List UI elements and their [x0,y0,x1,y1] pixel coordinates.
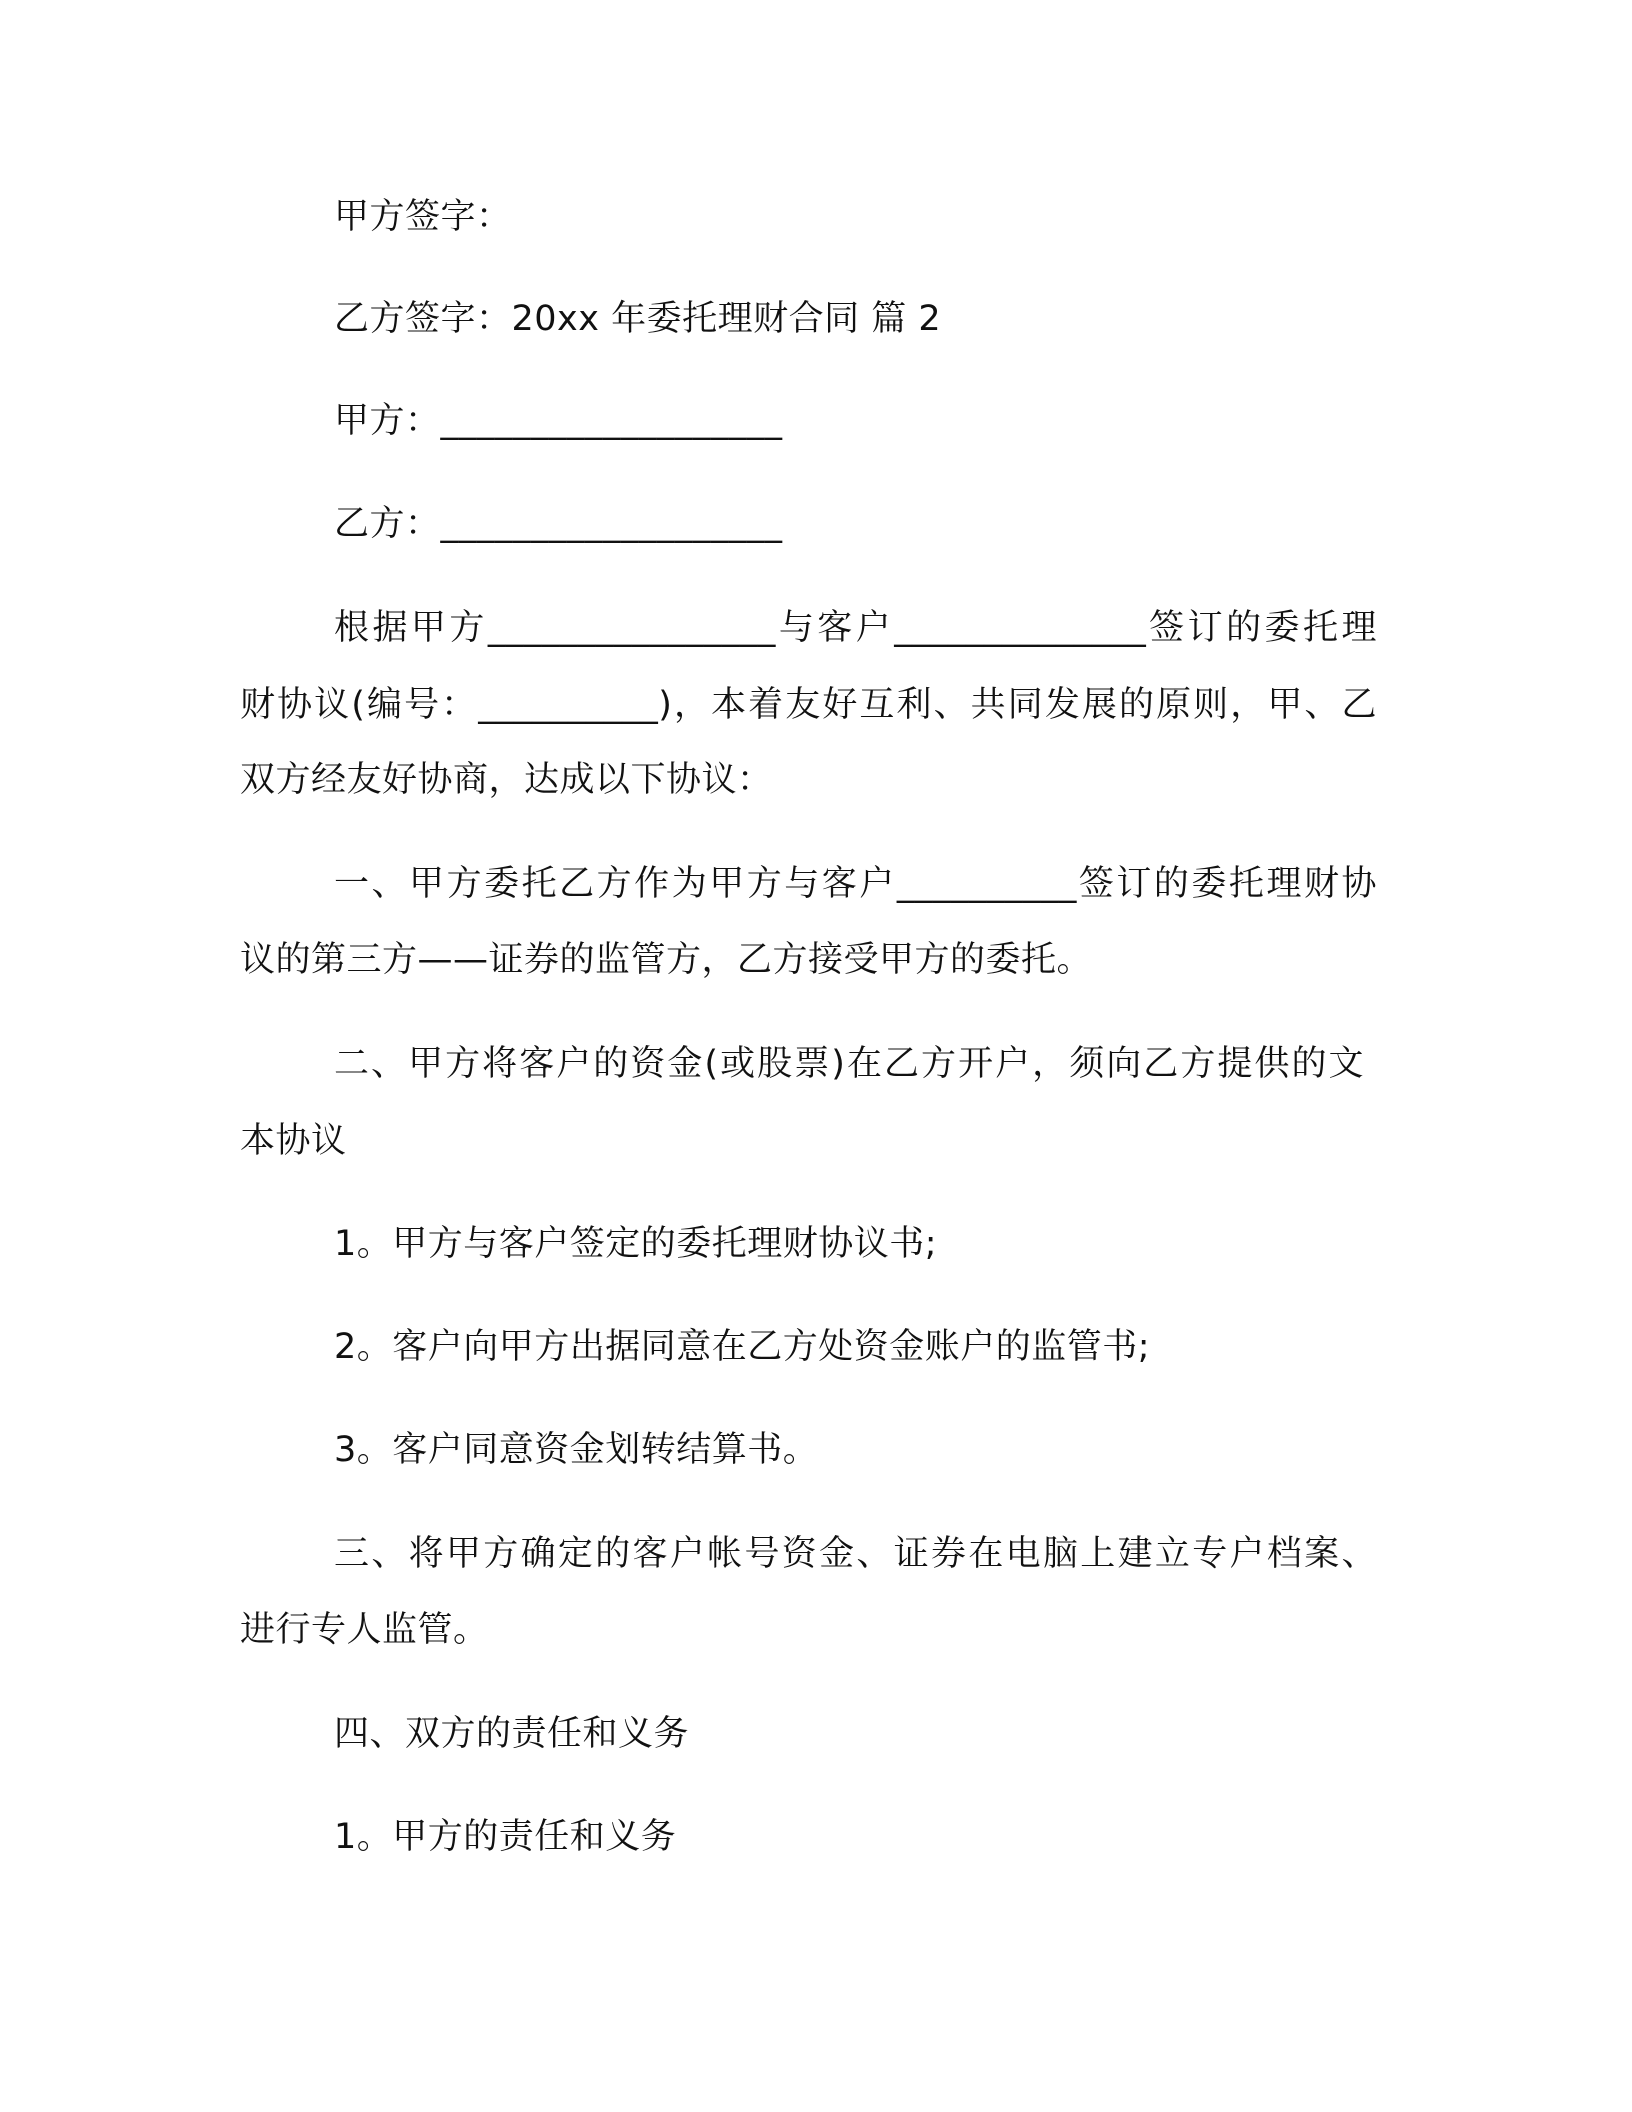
clause-2-item-3: 3。客户同意资金划转结算书。 [334,1430,819,1470]
preamble-line-2: 财协议(编号：__________)，本着友好互利、共同发展的原则，甲、乙 [240,685,1377,725]
clause-2-item-1: 1。甲方与客户签定的委托理财协议书; [334,1224,938,1264]
party-b-field: 乙方：___________________ [334,504,783,544]
clause-2-item-2: 2。客户向甲方出据同意在乙方处资金账户的监管书; [334,1327,1151,1367]
party-a-signature: 甲方签字： [334,197,512,237]
clause-3-line-2: 进行专人监管。 [240,1610,489,1650]
clause-1-line-1: 一、甲方委托乙方作为甲方与客户__________签订的委托理财协 [334,864,1377,904]
party-a-field: 甲方：___________________ [334,401,783,441]
preamble-line-3: 双方经友好协商，达成以下协议： [240,760,773,800]
preamble-line-1: 根据甲方________________与客户______________签订的委托理 [334,608,1377,648]
clause-3-line-1: 三、将甲方确定的客户帐号资金、证券在电脑上建立专户档案、 [334,1534,1377,1574]
clause-4-item-1: 1。甲方的责任和义务 [334,1817,677,1857]
clause-4-heading: 四、双方的责任和义务 [334,1714,690,1754]
party-b-signature-and-title: 乙方签字：20xx 年委托理财合同 篇 2 [334,299,942,339]
clause-1-line-2: 议的第三方——证券的监管方，乙方接受甲方的委托。 [240,940,1093,980]
clause-2-line-1: 二、甲方将客户的资金(或股票)在乙方开户，须向乙方提供的文 [334,1044,1364,1084]
clause-2-line-2: 本协议 [240,1121,347,1161]
